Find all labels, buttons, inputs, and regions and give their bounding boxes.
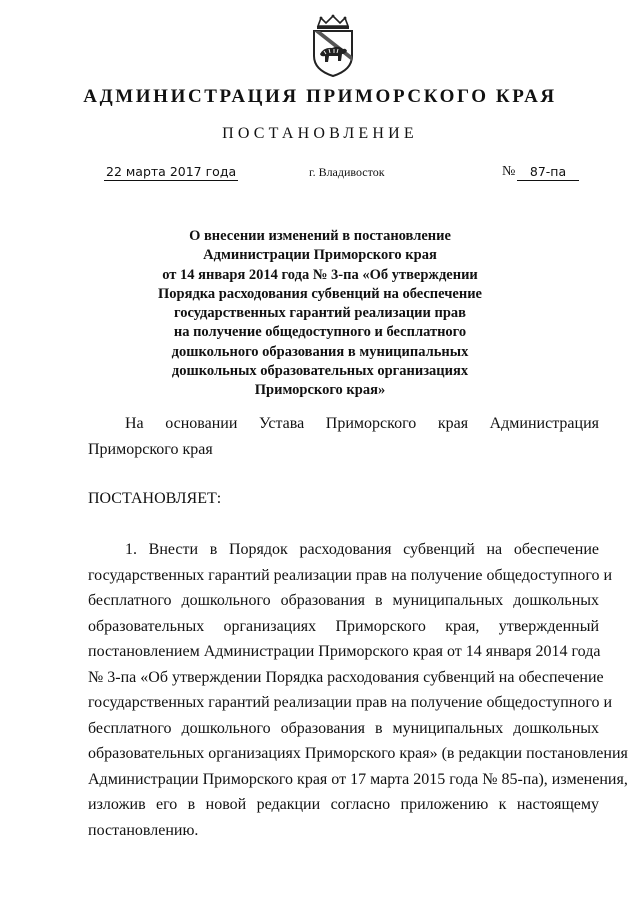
item-line: государственных гарантий реализации прав на получение общедоступного и bbox=[88, 566, 613, 584]
item-line: бесплатного дошкольного образования в муниципальных дошкольных bbox=[88, 592, 599, 609]
resolve-heading: ПОСТАНОВЛЯЕТ: bbox=[88, 490, 222, 507]
title-line: О внесении изменений в постановление bbox=[189, 228, 451, 244]
item-line: № 3-па «Об утверждении Порядка расходования субвенций на обеспечение bbox=[88, 668, 604, 686]
title-line: Приморского края» bbox=[254, 382, 386, 399]
item-1-paragraph bbox=[88, 537, 628, 843]
item-line: изложив его в новой редакции согласно приложению к настоящему bbox=[88, 796, 599, 813]
basis-paragraph: На основании Устава Приморского края Администрация Приморского края bbox=[88, 415, 599, 458]
title-line: дошкольных образовательных организациях bbox=[171, 363, 469, 380]
document-title bbox=[130, 227, 510, 401]
item-line: образовательных организациях Приморского края» (в редакции постановления bbox=[88, 745, 628, 762]
document-type: ПОСТАНОВЛЕНИЕ bbox=[222, 125, 418, 142]
title-line: на получение общедоступного и бесплатного bbox=[173, 324, 467, 341]
title-line: Порядка расходования субвенций на обеспечение bbox=[158, 285, 482, 302]
number-sign: № bbox=[502, 164, 516, 179]
document-date: 22 марта 2017 года bbox=[106, 164, 237, 179]
item-line: Администрации Приморского края от 17 марта 2015 года № 85-па), изменения, bbox=[88, 770, 628, 788]
title-line: Администрации Приморского края bbox=[203, 247, 437, 264]
document-city: г. Владивосток bbox=[309, 165, 385, 179]
item-line: образовательных организациях Приморского края, утвержденный bbox=[88, 617, 599, 635]
item-line: бесплатного дошкольного образования в муниципальных дошкольных bbox=[88, 719, 599, 737]
title-line: дошкольного образования в муниципальных bbox=[171, 343, 469, 360]
organization-name: АДМИНИСТРАЦИЯ ПРИМОРСКОГО КРАЯ bbox=[83, 86, 557, 107]
item-line: постановлению. bbox=[88, 821, 199, 839]
document-number: 87-па bbox=[517, 164, 579, 181]
item-line: государственных гарантий реализации прав на получение общедоступного и bbox=[88, 694, 613, 711]
title-line: от 14 января 2014 года № 3-па «Об утверждении bbox=[162, 266, 478, 283]
item-line: постановлением Администрации Приморского края от 14 января 2014 года bbox=[88, 643, 601, 660]
title-line: государственных гарантий реализации прав bbox=[173, 305, 467, 322]
item-line: 1. Внести в Порядок расходования субвенций на обеспечение bbox=[125, 541, 599, 558]
coat-of-arms-icon bbox=[308, 14, 358, 78]
